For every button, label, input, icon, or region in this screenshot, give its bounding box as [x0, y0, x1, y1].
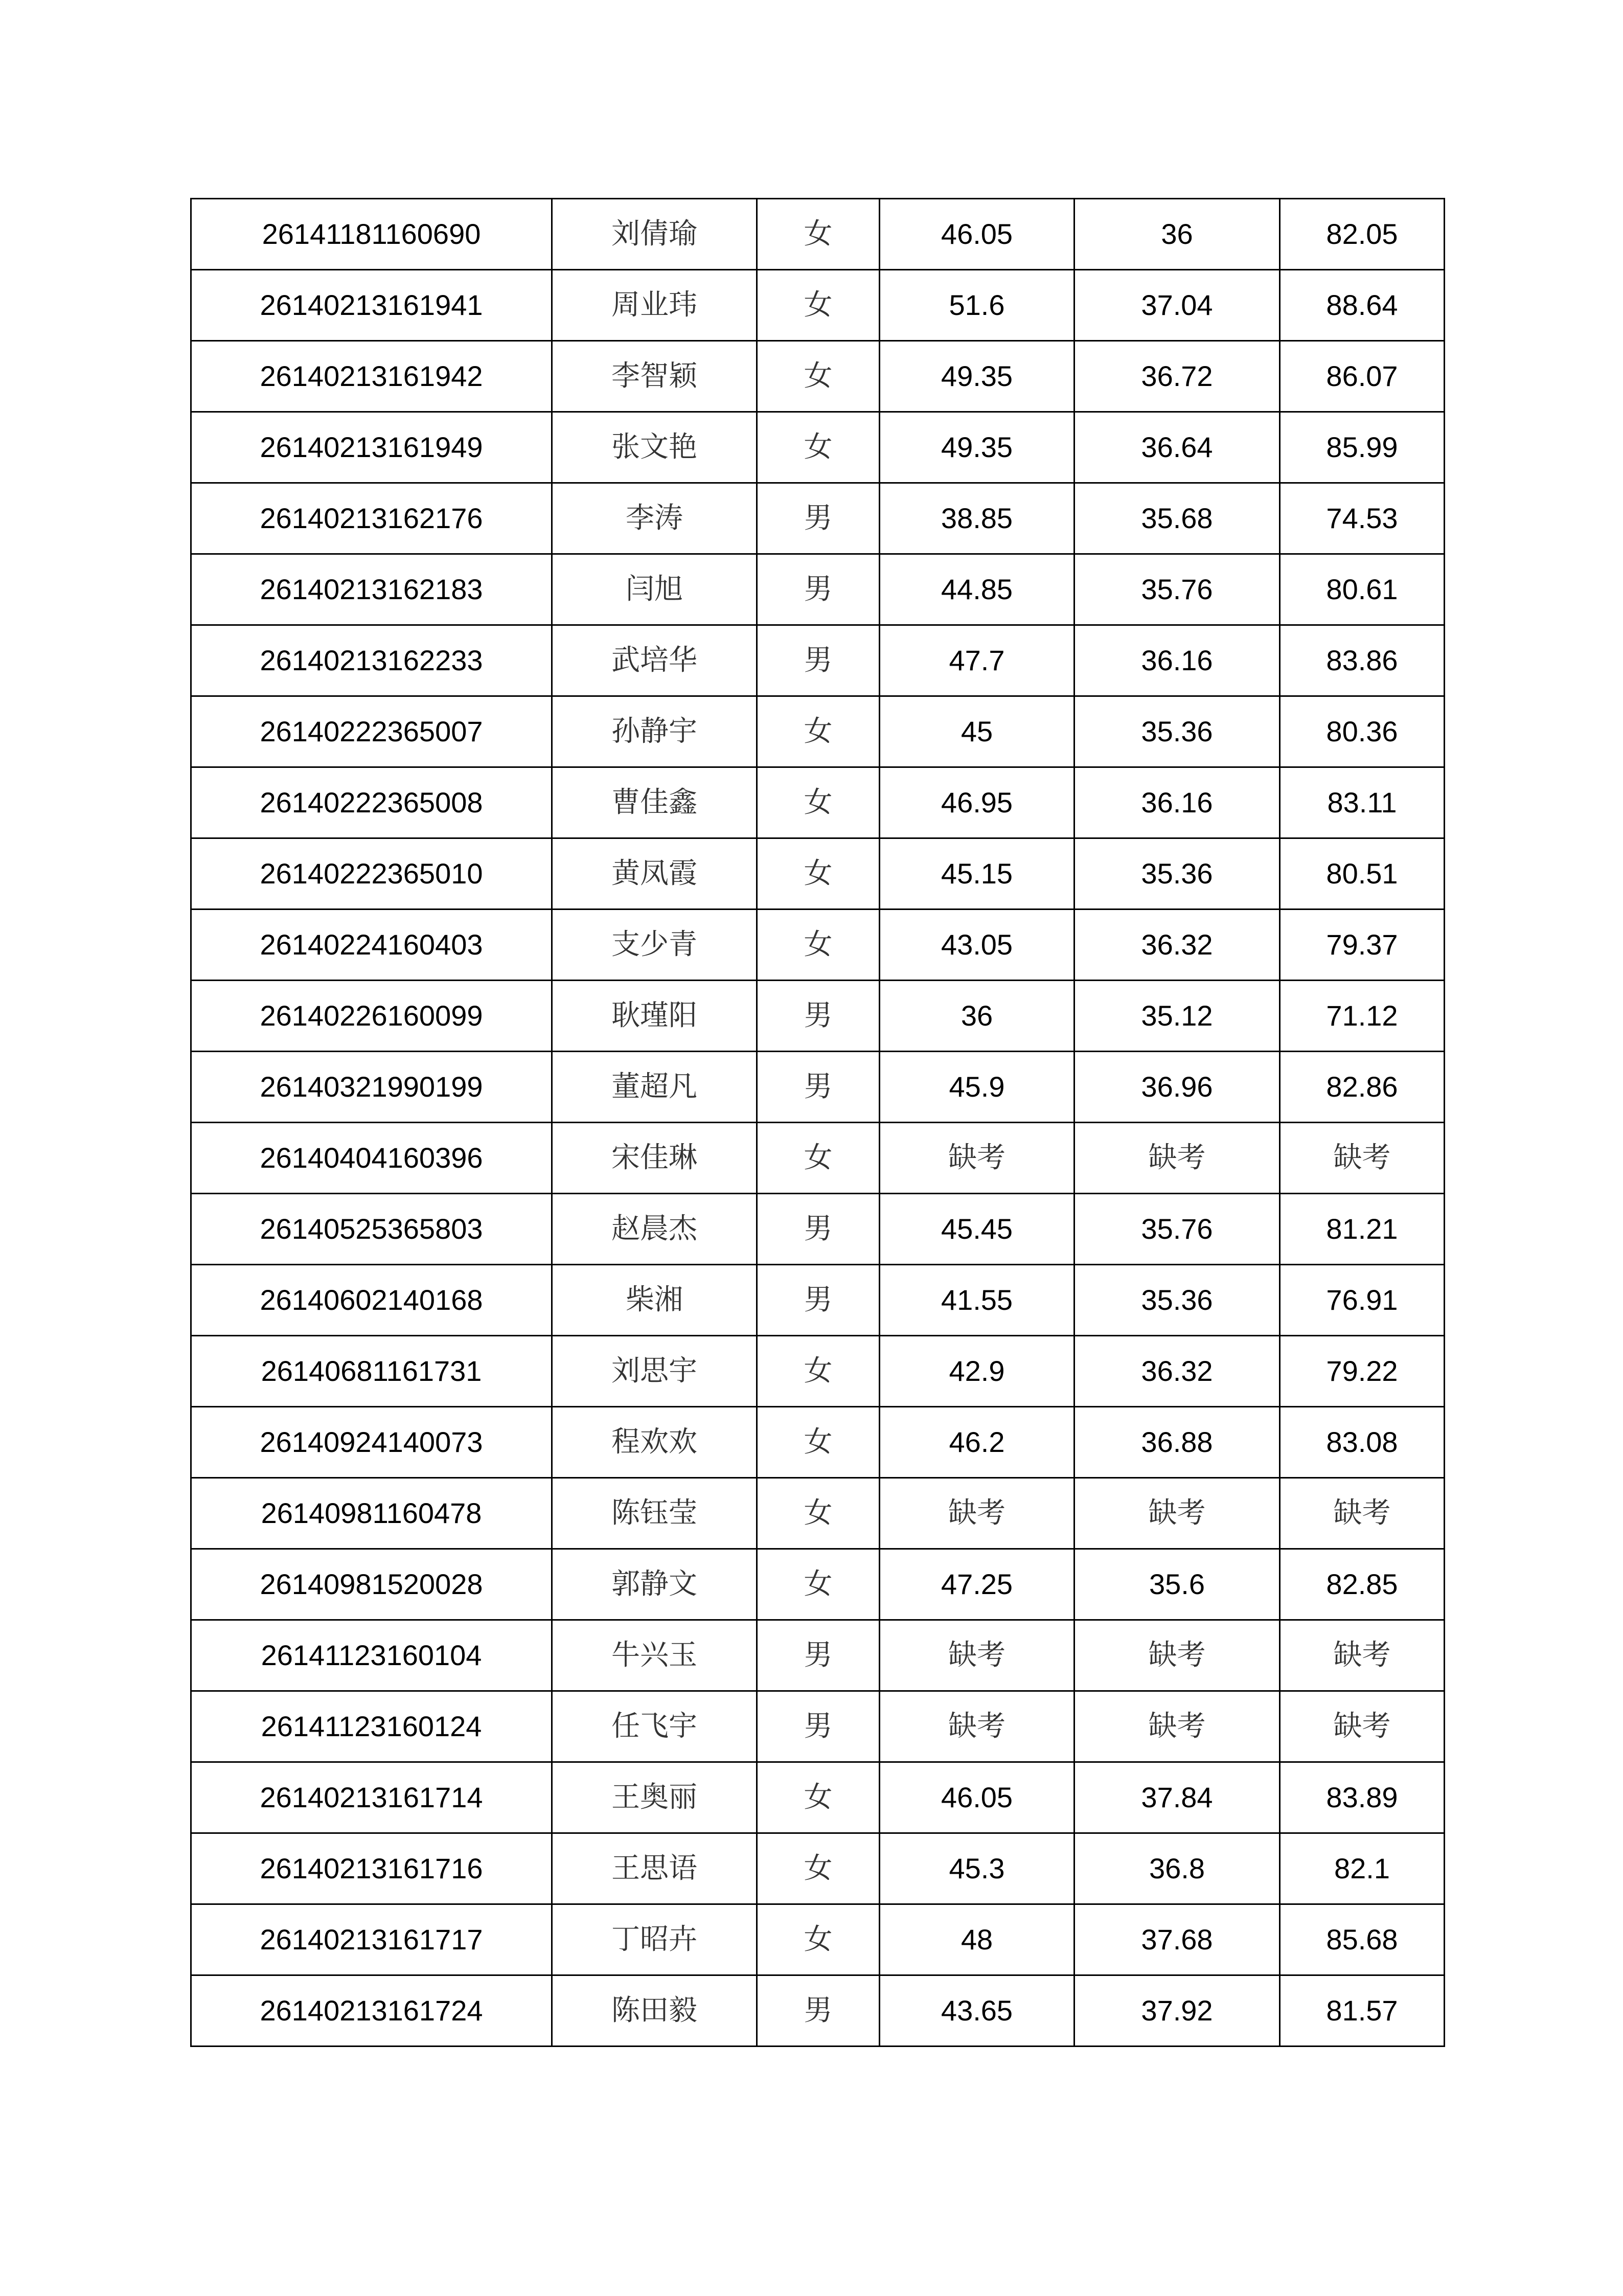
score-b-cell: 缺考 — [1075, 1478, 1280, 1549]
exam-number-cell: 26140525365803 — [191, 1194, 552, 1265]
name-cell: 宋佳琳 — [552, 1123, 757, 1194]
name-cell: 丁昭卉 — [552, 1904, 757, 1975]
gender-cell: 男 — [757, 554, 880, 625]
score-b-cell: 36.96 — [1075, 1052, 1280, 1123]
total-score-cell: 83.08 — [1280, 1407, 1445, 1478]
score-b-cell: 缺考 — [1075, 1620, 1280, 1691]
exam-number-cell: 26141123160104 — [191, 1620, 552, 1691]
score-b-cell: 36 — [1075, 199, 1280, 270]
score-b-cell: 35.36 — [1075, 1265, 1280, 1336]
exam-number-cell: 26140681161731 — [191, 1336, 552, 1407]
total-score-cell: 82.1 — [1280, 1833, 1445, 1904]
gender-cell: 女 — [757, 838, 880, 910]
score-a-cell: 49.35 — [880, 412, 1075, 483]
score-b-cell: 36.64 — [1075, 412, 1280, 483]
score-b-cell: 37.84 — [1075, 1762, 1280, 1833]
total-score-cell: 82.85 — [1280, 1549, 1445, 1620]
total-score-cell: 79.37 — [1280, 910, 1445, 981]
exam-number-cell: 26140213161714 — [191, 1762, 552, 1833]
gender-cell: 女 — [757, 412, 880, 483]
score-a-cell: 缺考 — [880, 1691, 1075, 1762]
table-row — [191, 981, 1445, 1052]
gender-cell: 男 — [757, 1620, 880, 1691]
score-table-body — [191, 199, 1445, 2047]
exam-number-cell: 26140222365010 — [191, 838, 552, 910]
gender-cell: 男 — [757, 1265, 880, 1336]
name-cell: 程欢欢 — [552, 1407, 757, 1478]
name-cell: 曹佳鑫 — [552, 767, 757, 838]
score-b-cell: 缺考 — [1075, 1691, 1280, 1762]
score-a-cell: 46.05 — [880, 199, 1075, 270]
gender-cell: 女 — [757, 767, 880, 838]
gender-cell: 女 — [757, 1407, 880, 1478]
name-cell: 闫旭 — [552, 554, 757, 625]
score-b-cell: 35.36 — [1075, 696, 1280, 767]
gender-cell: 女 — [757, 1833, 880, 1904]
total-score-cell: 80.61 — [1280, 554, 1445, 625]
score-a-cell: 36 — [880, 981, 1075, 1052]
table-row — [191, 1904, 1445, 1975]
name-cell: 周业玮 — [552, 270, 757, 341]
score-a-cell: 43.05 — [880, 910, 1075, 981]
exam-number-cell: 26140226160099 — [191, 981, 552, 1052]
table-row — [191, 341, 1445, 412]
total-score-cell: 缺考 — [1280, 1620, 1445, 1691]
score-a-cell: 47.25 — [880, 1549, 1075, 1620]
score-a-cell: 47.7 — [880, 625, 1075, 696]
table-row — [191, 1691, 1445, 1762]
name-cell: 王思语 — [552, 1833, 757, 1904]
table-row — [191, 1123, 1445, 1194]
score-a-cell: 38.85 — [880, 483, 1075, 554]
exam-number-cell: 26140321990199 — [191, 1052, 552, 1123]
name-cell: 李涛 — [552, 483, 757, 554]
total-score-cell: 81.21 — [1280, 1194, 1445, 1265]
gender-cell: 男 — [757, 1975, 880, 2047]
exam-number-cell: 26140213161724 — [191, 1975, 552, 2047]
table-row — [191, 1194, 1445, 1265]
table-row — [191, 1478, 1445, 1549]
exam-number-cell: 26140213161942 — [191, 341, 552, 412]
score-a-cell: 45 — [880, 696, 1075, 767]
total-score-cell: 85.68 — [1280, 1904, 1445, 1975]
gender-cell: 男 — [757, 625, 880, 696]
score-a-cell: 缺考 — [880, 1478, 1075, 1549]
total-score-cell: 86.07 — [1280, 341, 1445, 412]
exam-number-cell: 26140981520028 — [191, 1549, 552, 1620]
table-row — [191, 1549, 1445, 1620]
score-a-cell: 46.95 — [880, 767, 1075, 838]
gender-cell: 男 — [757, 483, 880, 554]
score-a-cell: 46.2 — [880, 1407, 1075, 1478]
name-cell: 李智颖 — [552, 341, 757, 412]
name-cell: 黄凤霞 — [552, 838, 757, 910]
name-cell: 董超凡 — [552, 1052, 757, 1123]
table-row — [191, 1407, 1445, 1478]
gender-cell: 女 — [757, 1904, 880, 1975]
name-cell: 郭静文 — [552, 1549, 757, 1620]
gender-cell: 女 — [757, 1336, 880, 1407]
score-b-cell: 35.6 — [1075, 1549, 1280, 1620]
total-score-cell: 88.64 — [1280, 270, 1445, 341]
score-a-cell: 45.9 — [880, 1052, 1075, 1123]
score-b-cell: 36.16 — [1075, 767, 1280, 838]
total-score-cell: 81.57 — [1280, 1975, 1445, 2047]
score-b-cell: 36.8 — [1075, 1833, 1280, 1904]
score-b-cell: 37.04 — [1075, 270, 1280, 341]
table-row — [191, 696, 1445, 767]
total-score-cell: 71.12 — [1280, 981, 1445, 1052]
exam-number-cell: 26140213161941 — [191, 270, 552, 341]
table-row — [191, 554, 1445, 625]
total-score-cell: 74.53 — [1280, 483, 1445, 554]
total-score-cell: 82.86 — [1280, 1052, 1445, 1123]
gender-cell: 女 — [757, 341, 880, 412]
gender-cell: 女 — [757, 696, 880, 767]
exam-number-cell: 26141181160690 — [191, 199, 552, 270]
exam-number-cell: 26140213161717 — [191, 1904, 552, 1975]
gender-cell: 男 — [757, 1194, 880, 1265]
score-a-cell: 41.55 — [880, 1265, 1075, 1336]
table-row — [191, 767, 1445, 838]
name-cell: 王奥丽 — [552, 1762, 757, 1833]
table-row — [191, 1620, 1445, 1691]
table-row — [191, 1265, 1445, 1336]
table-row — [191, 483, 1445, 554]
score-a-cell: 42.9 — [880, 1336, 1075, 1407]
total-score-cell: 82.05 — [1280, 199, 1445, 270]
score-b-cell: 35.76 — [1075, 1194, 1280, 1265]
name-cell: 陈钰莹 — [552, 1478, 757, 1549]
score-b-cell: 37.92 — [1075, 1975, 1280, 2047]
gender-cell: 女 — [757, 1478, 880, 1549]
score-a-cell: 48 — [880, 1904, 1075, 1975]
exam-number-cell: 26140213162183 — [191, 554, 552, 625]
gender-cell: 女 — [757, 1549, 880, 1620]
total-score-cell: 83.86 — [1280, 625, 1445, 696]
exam-number-cell: 26140602140168 — [191, 1265, 552, 1336]
table-row — [191, 625, 1445, 696]
total-score-cell: 79.22 — [1280, 1336, 1445, 1407]
score-a-cell: 44.85 — [880, 554, 1075, 625]
score-b-cell: 35.12 — [1075, 981, 1280, 1052]
table-row — [191, 199, 1445, 270]
score-a-cell: 45.15 — [880, 838, 1075, 910]
gender-cell: 女 — [757, 1762, 880, 1833]
gender-cell: 男 — [757, 1691, 880, 1762]
table-row — [191, 838, 1445, 910]
score-b-cell: 36.32 — [1075, 910, 1280, 981]
exam-number-cell: 26140222365008 — [191, 767, 552, 838]
table-row — [191, 1975, 1445, 2047]
name-cell: 赵晨杰 — [552, 1194, 757, 1265]
score-b-cell: 缺考 — [1075, 1123, 1280, 1194]
exam-number-cell: 26140213162176 — [191, 483, 552, 554]
score-a-cell: 46.05 — [880, 1762, 1075, 1833]
exam-number-cell: 26141123160124 — [191, 1691, 552, 1762]
score-b-cell: 36.16 — [1075, 625, 1280, 696]
total-score-cell: 80.51 — [1280, 838, 1445, 910]
exam-number-cell: 26140213161949 — [191, 412, 552, 483]
score-a-cell: 45.45 — [880, 1194, 1075, 1265]
name-cell: 刘倩瑜 — [552, 199, 757, 270]
table-row — [191, 1762, 1445, 1833]
score-b-cell: 37.68 — [1075, 1904, 1280, 1975]
total-score-cell: 缺考 — [1280, 1123, 1445, 1194]
name-cell: 孙静宇 — [552, 696, 757, 767]
score-b-cell: 36.88 — [1075, 1407, 1280, 1478]
score-b-cell: 35.76 — [1075, 554, 1280, 625]
name-cell: 支少青 — [552, 910, 757, 981]
table-row — [191, 1336, 1445, 1407]
name-cell: 陈田毅 — [552, 1975, 757, 2047]
gender-cell: 女 — [757, 270, 880, 341]
name-cell: 耿瑾阳 — [552, 981, 757, 1052]
score-a-cell: 45.3 — [880, 1833, 1075, 1904]
table-row — [191, 270, 1445, 341]
name-cell: 武培华 — [552, 625, 757, 696]
score-b-cell: 35.68 — [1075, 483, 1280, 554]
exam-number-cell: 26140924140073 — [191, 1407, 552, 1478]
score-b-cell: 36.72 — [1075, 341, 1280, 412]
name-cell: 张文艳 — [552, 412, 757, 483]
score-b-cell: 36.32 — [1075, 1336, 1280, 1407]
table-row — [191, 910, 1445, 981]
score-b-cell: 35.36 — [1075, 838, 1280, 910]
gender-cell: 女 — [757, 910, 880, 981]
gender-cell: 女 — [757, 1123, 880, 1194]
name-cell: 任飞宇 — [552, 1691, 757, 1762]
table-row — [191, 1052, 1445, 1123]
score-a-cell: 49.35 — [880, 341, 1075, 412]
score-a-cell: 43.65 — [880, 1975, 1075, 2047]
name-cell: 刘思宇 — [552, 1336, 757, 1407]
score-a-cell: 缺考 — [880, 1123, 1075, 1194]
gender-cell: 女 — [757, 199, 880, 270]
gender-cell: 男 — [757, 981, 880, 1052]
name-cell: 牛兴玉 — [552, 1620, 757, 1691]
exam-number-cell: 26140404160396 — [191, 1123, 552, 1194]
score-a-cell: 51.6 — [880, 270, 1075, 341]
exam-number-cell: 26140222365007 — [191, 696, 552, 767]
score-a-cell: 缺考 — [880, 1620, 1075, 1691]
total-score-cell: 83.89 — [1280, 1762, 1445, 1833]
total-score-cell: 76.91 — [1280, 1265, 1445, 1336]
exam-number-cell: 26140213161716 — [191, 1833, 552, 1904]
total-score-cell: 85.99 — [1280, 412, 1445, 483]
gender-cell: 男 — [757, 1052, 880, 1123]
total-score-cell: 缺考 — [1280, 1478, 1445, 1549]
table-row — [191, 1833, 1445, 1904]
exam-number-cell: 26140981160478 — [191, 1478, 552, 1549]
name-cell: 柴湘 — [552, 1265, 757, 1336]
total-score-cell: 83.11 — [1280, 767, 1445, 838]
exam-number-cell: 26140213162233 — [191, 625, 552, 696]
exam-number-cell: 26140224160403 — [191, 910, 552, 981]
score-table — [190, 198, 1445, 2047]
total-score-cell: 80.36 — [1280, 696, 1445, 767]
total-score-cell: 缺考 — [1280, 1691, 1445, 1762]
table-row — [191, 412, 1445, 483]
